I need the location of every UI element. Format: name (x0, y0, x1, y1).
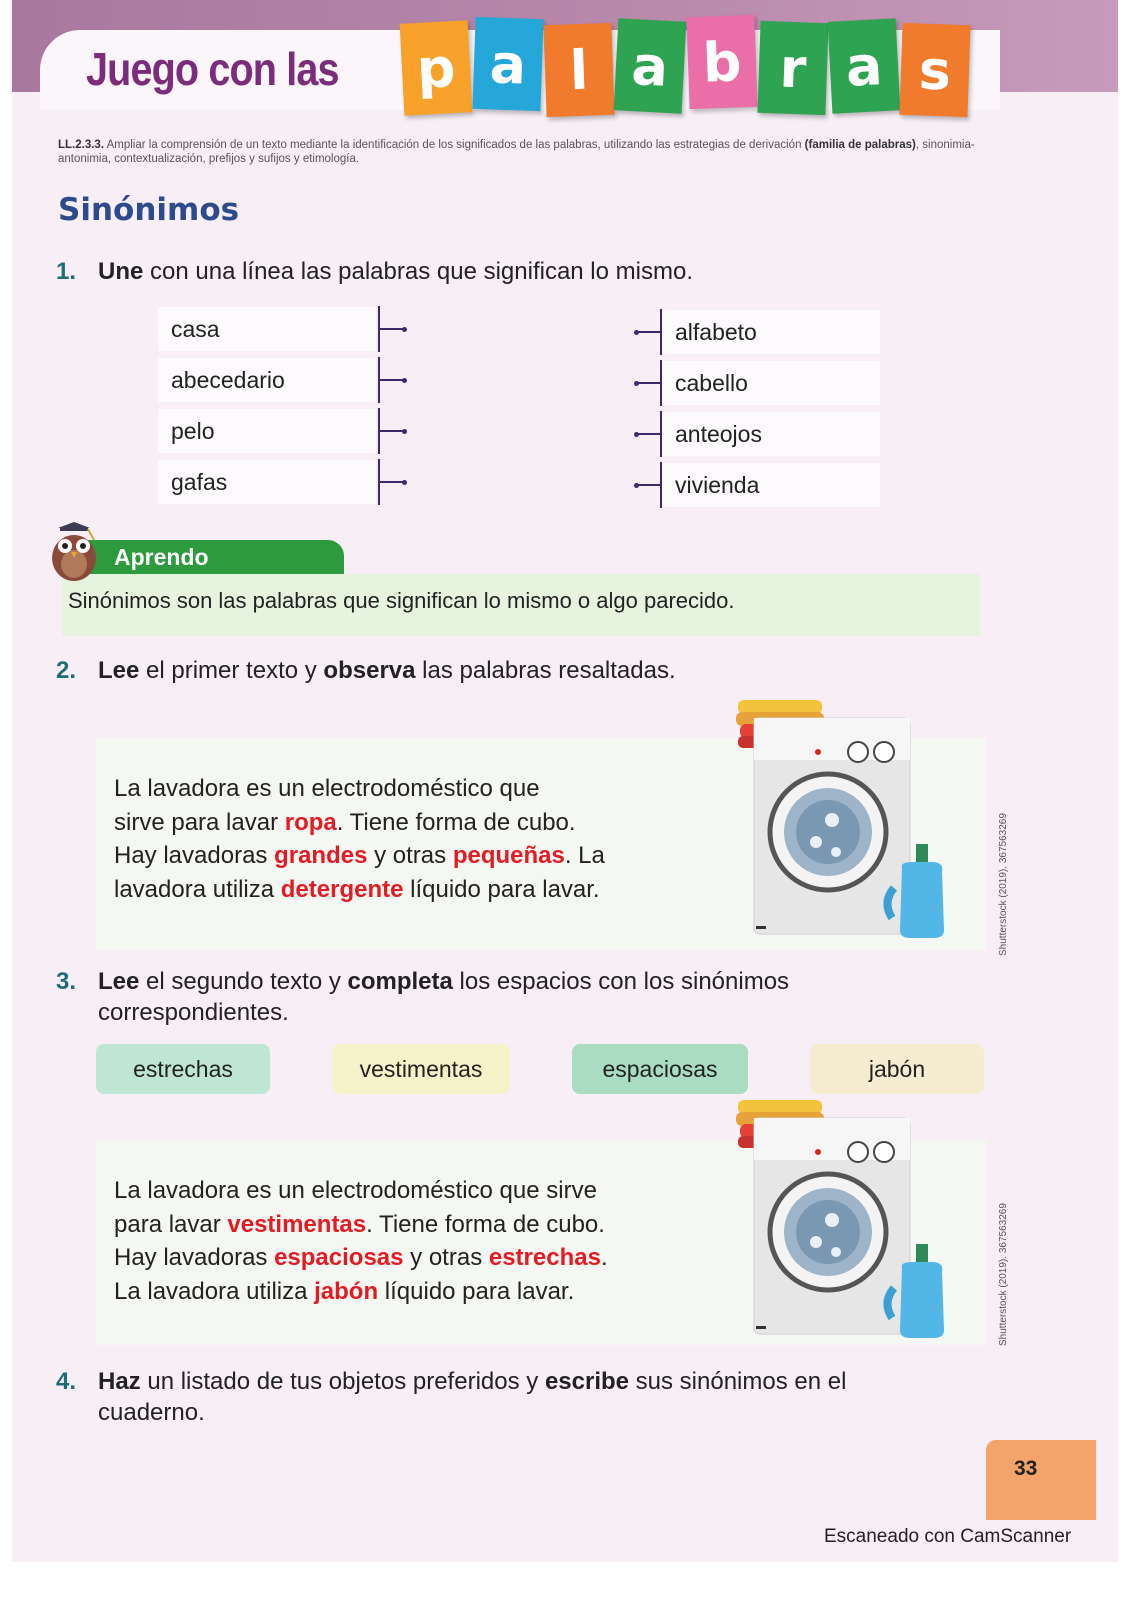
image-credit: Shutterstock (2019). 367563269 (998, 813, 1009, 956)
letter-tile: s (899, 23, 970, 117)
left-word: gafas (158, 460, 376, 504)
left-connector-dot[interactable] (402, 378, 407, 383)
question-line (56, 966, 956, 997)
letter-tile: a (614, 18, 687, 113)
question-number: 3. (56, 968, 77, 995)
paragraph-line: La lavadora es un electrodoméstico que sirve (114, 1177, 597, 1204)
letter-tile: a (472, 17, 543, 111)
highlighted-word: estrechas (488, 1244, 601, 1271)
highlighted-word: jabón (314, 1277, 379, 1305)
left-connector-line (380, 430, 404, 432)
skill-code: LL.2.3.3. (58, 139, 105, 151)
highlighted-word: detergente (280, 875, 404, 903)
question-text: con una línea las palabras que significan lo mismo. (143, 258, 693, 285)
question-3 (56, 966, 956, 1028)
aprendo-label: Aprendo (114, 544, 209, 570)
question-verb: Lee (98, 968, 140, 995)
letter-tile: b (686, 15, 757, 109)
question-verb: escribe (544, 1368, 629, 1395)
word-chip[interactable]: espaciosas (572, 1044, 748, 1094)
right-word: anteojos (662, 412, 880, 456)
paragraph-line: sirve para lavar ropa. Tiene forma de cubo. (114, 808, 576, 836)
question-1 (56, 256, 956, 287)
left-word: abecedario (158, 358, 376, 402)
image-credit: Shutterstock (2019). 367563269 (998, 1203, 1009, 1346)
left-connector-dot[interactable] (402, 429, 407, 434)
skill-text-bold: (familia de palabras) (804, 139, 916, 151)
question-verb: observa (323, 657, 416, 684)
question-verb: Une (98, 258, 144, 285)
paragraph-2 (114, 1174, 754, 1308)
paragraph-line: lavadora utiliza detergente líquido para lavar. (114, 875, 600, 903)
question-2 (56, 655, 956, 686)
letter-tile: a (828, 18, 901, 113)
word-chip[interactable]: vestimentas (332, 1044, 510, 1094)
right-connector-line (637, 382, 661, 384)
word-chip[interactable]: estrechas (96, 1044, 270, 1094)
highlighted-word: pequeñas (452, 842, 565, 869)
right-connector-line (637, 433, 661, 435)
question-text: un listado de tus objetos preferidos y (140, 1368, 545, 1395)
page-number-tab (986, 1440, 1096, 1520)
left-connector-dot[interactable] (402, 480, 407, 485)
paragraph-line: La lavadora es un electrodoméstico que (114, 775, 540, 802)
question-number: 1. (56, 258, 77, 285)
question-text: los espacios con los sinónimos (452, 968, 790, 995)
question-line (56, 1366, 956, 1397)
paragraph-line: para lavar vestimentas. Tiene forma de cubo. (114, 1210, 605, 1238)
page-title: Juego con las (86, 43, 339, 95)
skill-text-2: , sinonimia-antonimia, contextualización, prefijos y sufijos y etimología. (58, 139, 975, 165)
paragraph-line: La lavadora utiliza jabón líquido para lavar. (114, 1277, 575, 1305)
section-title: Sinónimos (58, 192, 240, 228)
question-4 (56, 1366, 956, 1428)
left-connector-line (380, 379, 404, 381)
right-connector-line (637, 484, 661, 486)
highlighted-word: grandes (274, 842, 368, 869)
highlighted-word: espaciosas (274, 1244, 404, 1271)
paragraph-line: Hay lavadoras grandes y otras pequeñas. La (114, 842, 605, 869)
right-connector-line (637, 331, 661, 333)
skill-description (58, 138, 978, 166)
question-number: 2. (56, 657, 77, 684)
left-word: pelo (158, 409, 376, 453)
aprendo-text: Sinónimos son las palabras que significan lo mismo o algo parecido. (68, 588, 735, 613)
highlighted-word: vestimentas (227, 1210, 367, 1238)
right-word: cabello (662, 361, 880, 405)
question-text: el segundo texto y (139, 968, 348, 995)
letter-tile: l (543, 23, 614, 117)
page-number: 33 (1014, 1457, 1038, 1480)
right-word: alfabeto (662, 310, 880, 354)
question-verb: Lee (98, 657, 140, 684)
skill-text-1: Ampliar la comprensión de un texto mediante la identificación de los significados de las palabras, utilizando las estrategias de derivación (106, 139, 805, 151)
scanner-footer: Escaneado con CamScanner (824, 1526, 1072, 1547)
washing-machine-illustration (732, 692, 952, 944)
letter-tile: p (400, 20, 473, 115)
question-text: sus sinónimos en el (629, 1368, 847, 1395)
question-line: correspondientes. (98, 999, 289, 1026)
question-verb: Haz (98, 1368, 141, 1395)
paragraph-1 (114, 772, 734, 906)
question-line: cuaderno. (98, 1399, 205, 1426)
washing-machine-illustration (732, 1092, 952, 1344)
left-word: casa (158, 307, 376, 351)
left-connector-dot[interactable] (402, 327, 407, 332)
question-verb: completa (347, 968, 453, 995)
word-chip[interactable]: jabón (810, 1044, 984, 1094)
question-number: 4. (56, 1368, 77, 1395)
paragraph-line: Hay lavadoras espaciosas y otras estrechas. (114, 1244, 608, 1271)
letter-tile: r (757, 21, 828, 115)
question-text: el primer texto y (139, 657, 324, 684)
right-word: vivienda (662, 463, 880, 507)
left-connector-line (380, 481, 404, 483)
question-text: las palabras resaltadas. (415, 657, 676, 684)
left-connector-line (380, 328, 404, 330)
highlighted-word: ropa (284, 808, 337, 836)
owl-icon (46, 522, 104, 582)
